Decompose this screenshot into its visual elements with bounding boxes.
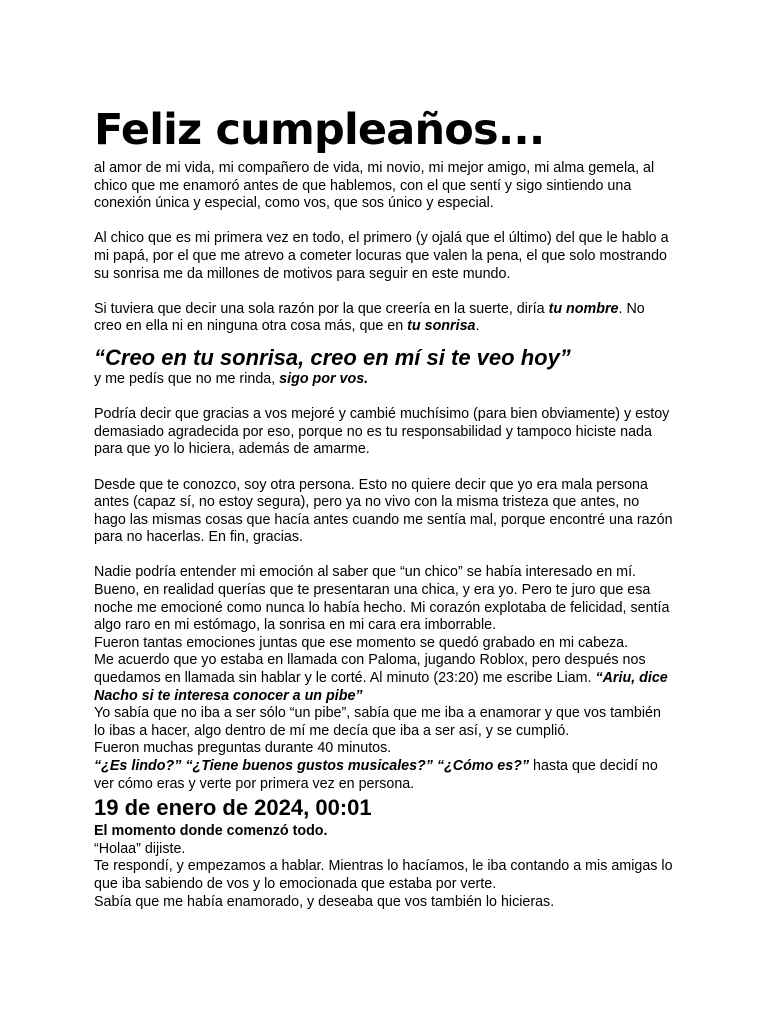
emphasis-tu-nombre: tu nombre: [548, 300, 619, 317]
text-run: hasta que decidí no ver cómo eras y verte por primera vez en persona.: [94, 758, 658, 792]
paragraph-holaa: “Holaa” dijiste.: [94, 840, 186, 857]
text-run: . No creo en ella ni en ninguna otra cosa más, que en: [94, 300, 645, 335]
paragraph-luck: [94, 301, 674, 336]
paragraph-gap: [94, 213, 674, 231]
paragraph-gap: [94, 283, 674, 301]
paragraph-knew: Yo sabía que no iba a ser sólo “un pibe”, sabía que me iba a enamorar y que vos también lo ibas a hacer, algo dentro de mí me decía que iba a ser así, y se cumplió.: [94, 705, 661, 739]
paragraph-other-person: Desde que te conozco, soy otra persona. Esto no quiere decir que yo era mala persona antes (capaz sí, no estoy segura), pero ya no vivo con la misma tristeza que antes, no hago las mismas cosas que hacía antes cuando me sentía mal, porque encontré una razón para no hacerlas. En fin, gracias.: [94, 476, 673, 546]
paragraph-memory: Fueron tantas emociones juntas que ese momento se quedó grabado en mi cabeza.: [94, 634, 629, 651]
text-run: Me acuerdo que yo estaba en llamada con Paloma, jugando Roblox, pero después nos quedamos en llamada sin hablar y le corté. Al minuto (23:20) me escribe Liam.: [94, 652, 646, 687]
date-heading: 19 de enero de 2024, 00:01: [94, 795, 372, 821]
text-run: .: [475, 318, 480, 335]
paragraph-gap: [94, 547, 674, 565]
paragraph-questions: Fueron muchas preguntas durante 40 minutos.: [94, 740, 392, 757]
paragraph-gap: [94, 389, 674, 407]
page-title: Feliz cumpleaños...: [94, 105, 545, 155]
paragraph-emotion: Nadie podría entender mi emoción al saber que “un chico” se había interesado en mí. Bueno, en realidad querías que te presentaran una chica, y era yo. Pero te juro que esa noche me emocioné como nunca lo había hecho. Mi corazón explotaba de felicidad, sentía algo raro en mi estómago, la sonrisa en mi cara era imborrable.: [94, 564, 670, 634]
paragraph-responded: Te respondí, y empezamos a hablar. Mientras lo hacíamos, le iba contando a mis amigas lo que iba sabiendo de vos y lo emocionada que estaba por verte.: [94, 858, 673, 892]
paragraph-thanks: Podría decir que gracias a vos mejoré y cambié muchísimo (para bien obviamente) y estoy demasiado agradecida por eso, porque no es tu responsabilidad y tampoco hiciste nada para que yo lo hiciera, además de amarme.: [94, 406, 670, 458]
paragraph-in-love: Sabía que me había enamorado, y deseaba que vos también lo hicieras.: [94, 893, 555, 910]
paragraph-gap: [94, 459, 674, 477]
paragraph-dedication: al amor de mi vida, mi compañero de vida, mi novio, mi mejor amigo, mi alma gemela, al chico que me enamoró antes de que hablemos, con el que sentí y sigo sintiendo una conexión única y especial, como vos, que sos único y especial.: [94, 160, 655, 212]
quote-heading: “Creo en tu sonrisa, creo en mí si te veo hoy”: [94, 344, 571, 370]
emphasis-sigo-por-vos: sigo por vos.: [279, 370, 369, 387]
emphasis-questions: “¿Es lindo?” “¿Tiene buenos gustos musicales?” “¿Cómo es?”: [94, 758, 530, 774]
text-run: Si tuviera que decir una sola razón por la que creería en la suerte, diría: [94, 300, 549, 317]
text-run: y me pedís que no me rinda,: [94, 370, 280, 387]
emphasis-message-quote: “Ariu, dice Nacho si te interesa conocer a un pibe”: [94, 670, 668, 704]
paragraph-question-list: [94, 758, 674, 793]
paragraph-call: [94, 652, 674, 705]
paragraph-first-time: Al chico que es mi primera vez en todo, el primero (y ojalá que el último) del que le hablo a mi papá, por el que me atrevo a cometer locuras que valen la pena, el que solo mostrando su sonrisa me da millones de motivos para seguir en este mundo.: [94, 230, 669, 282]
emphasis-tu-sonrisa: tu sonrisa: [407, 318, 476, 335]
paragraph-dont-give-up: [94, 371, 674, 389]
subheading: El momento donde comenzó todo.: [94, 823, 328, 840]
